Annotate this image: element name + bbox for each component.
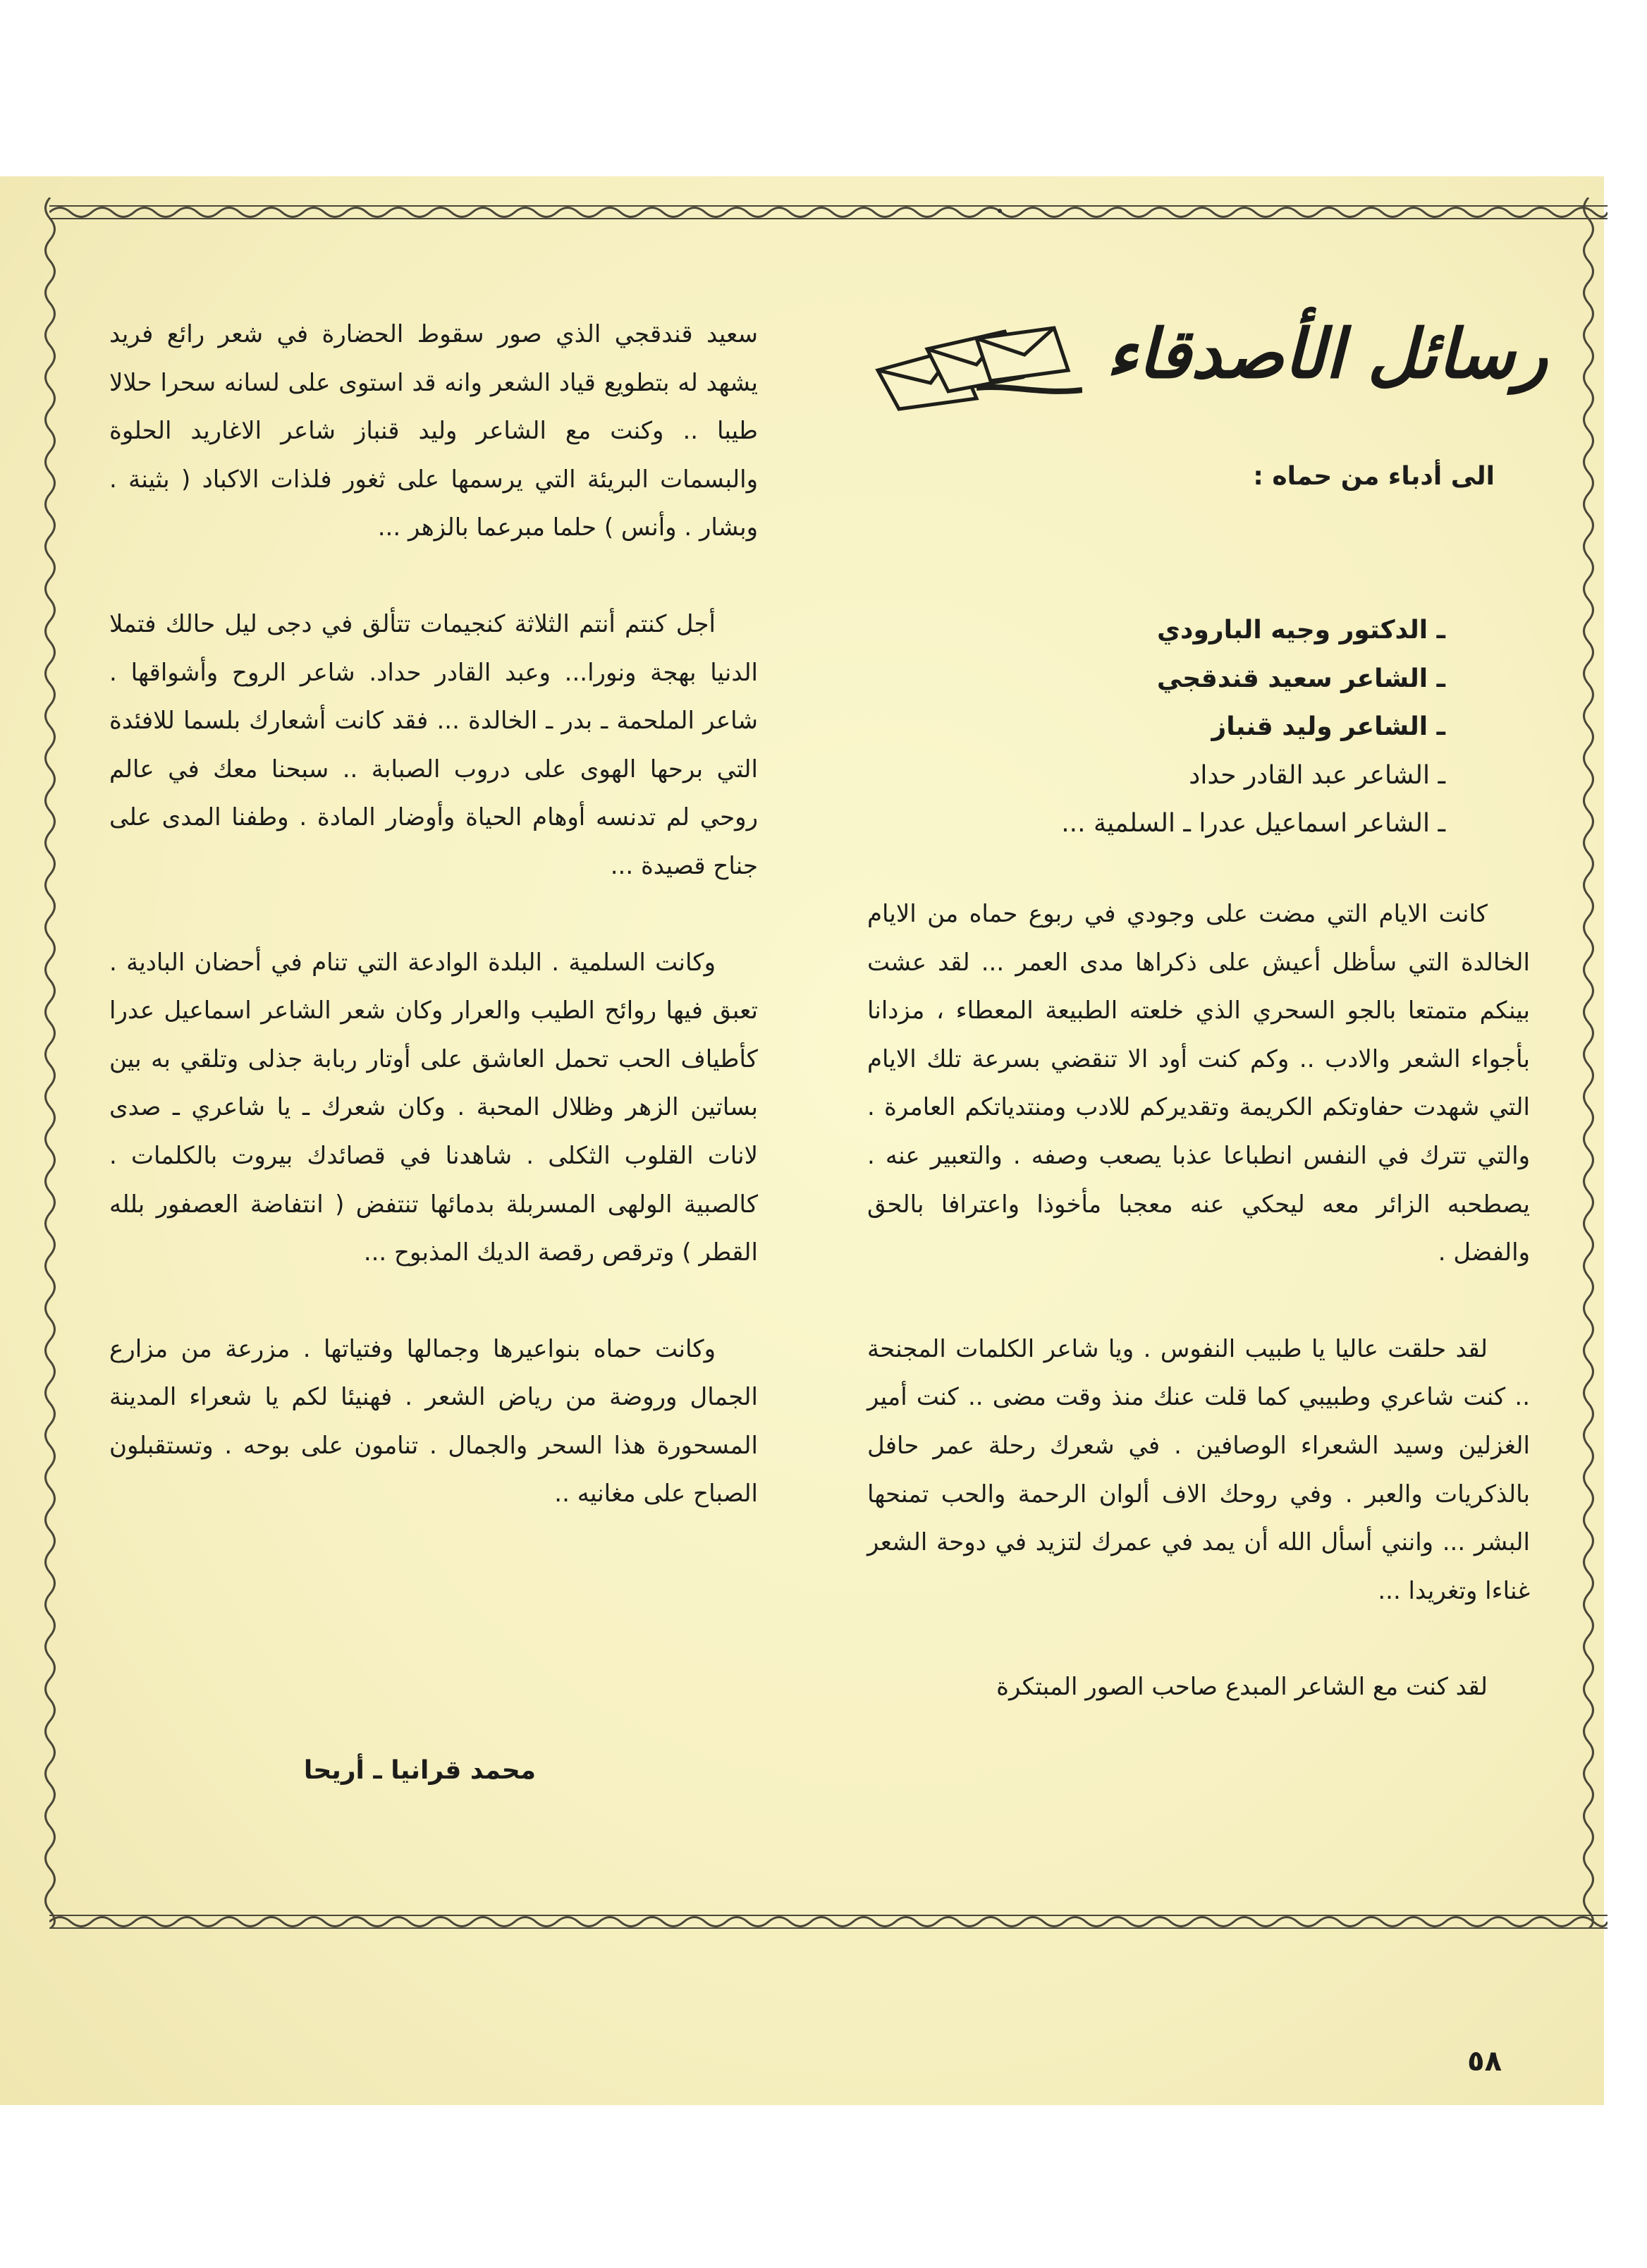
recipient-item: ـ الشاعر اسماعيل عدرا ـ السلمية ... [1061, 809, 1445, 838]
left-column [109, 310, 758, 1518]
paragraph: لقد كنت مع الشاعر المبدع صاحب الصور المبتكرة [996, 1673, 1488, 1702]
left-border [41, 197, 59, 1929]
recipient-item: ـ الدكتور وجيه البارودي [1157, 616, 1445, 645]
addressed-to: الى أدباء من حماه : [1253, 462, 1495, 491]
bottom-border [49, 1913, 1608, 1931]
paragraph: أجل كنتم أنتم الثلاثة كنجيمات تتألق في دجى ليل حالك فتملا الدنيا بهجة ونورا... وعبد القادر حداد. شاعر الروح وأشواقها . شاعر الملحمة ـ بدر ـ الخالدة ... فقد كانت أشعارك بلسما للافئدة التي برحها الهوى على دروب الصبابة .. سبحنا معك في عالم روحي لم تدنسه أوهام الحياة وأوضار المادة . وطفنا المدى على جناح قصيدة ... [109, 609, 758, 880]
paragraph: وكانت حماه بنواعيرها وجمالها وفتياتها . مزرعة من مزارع الجمال وروضة من رياض الشعر . فهنيئا لكم يا شعراء المدينة المسحورة هذا السحر والجمال . تنامون على بوحه . وتستقبلون الصباح على مغانيه .. [109, 1334, 758, 1508]
top-dot [998, 209, 1002, 213]
paragraph: سعيد قندقجي الذي صور سقوط الحضارة في شعر رائع فريد يشهد له بتطويع قياد الشعر وانه قد استوى على لسانه سحرا حلالا طيبا .. وكنت مع الشاعر وليد قنباز شاعر الاغاريد الحلوة والبسمات البريئة التي يرسمها على ثغور فلذات الاكباد ( بثينة . وبشار . وأنس ) حلما مبرعما بالزهر ... [109, 320, 758, 542]
author-signature: محمد قرانيا ـ أريحا [303, 1756, 536, 1785]
paragraph: وكانت السلمية . البلدة الوادعة التي تنام في أحضان البادية . تعبق فيها روائح الطيب والعرار وكان شعر الشاعر اسماعيل عدرا كأطياف الحب تحمل العاشق على أوتار ربابة جذلى وتلقي به بين بساتين الزهر وظلال المحبة . وكان شعرك ـ يا شاعري ـ صدى لانات القلوب الثكلى . شاهدنا في قصائدك بيروت بالكلمات . كالصبية الولهى المسربلة بدمائها تنتفض ( انتفاضة العصفور بلله القطر ) وترقص رقصة الديك المذبوح ... [109, 948, 758, 1267]
paragraph: كانت الايام التي مضت على وجودي في ربوع حماه من الايام الخالدة التي سأظل أعيش على ذكراها مدى العمر ... لقد عشت بينكم متمتعا بالجو السحري الذي خلعته الطبيعة المعطاء ، مزدانا بأجواء الشعر والادب .. وكم كنت أود الا تنقضي بسرعة تلك الايام التي شهدت حفاوتكم الكريمة وتقديركم للادب ومنتدياتكم العامرة . والتي تترك في النفس انطباعا عذبا يصعب وصفه . والتعبير عنه . يصطحبه الزائر معه ليحكي عنه معجبا مأخوذا واعترافا بالحق والفضل . [867, 900, 1530, 1267]
page-title: رسائل الأصدقاء [1106, 314, 1548, 394]
top-border [49, 203, 1608, 221]
right-column [867, 890, 1530, 1712]
right-border [1579, 197, 1598, 1929]
title-block [871, 307, 1548, 427]
envelopes-icon [871, 321, 1082, 413]
paragraph: لقد حلقت عاليا يا طبيب النفوس . ويا شاعر الكلمات المجنحة .. كنت شاعري وطبيبي كما قلت عنك منذ وقت مضى .. كنت أمير الغزلين وسيد الشعراء الوصافين . في شعرك رحلة عمر حافل بالذكريات والعبر . وفي روحك الاف ألوان الرحمة والحب تمنحها البشر ... وانني أسأل الله أن يمد في عمرك لتزيد في دوحة الشعر غناءا وتغريدا ... [867, 1334, 1530, 1605]
recipient-item: ـ الشاعر وليد قنباز [1211, 712, 1445, 741]
recipient-item: ـ الشاعر عبد القادر حداد [1189, 760, 1445, 790]
recipients-list [938, 606, 1445, 848]
recipient-item: ـ الشاعر سعيد قندقجي [1156, 664, 1445, 693]
page-number: ٥٨ [1467, 2045, 1502, 2078]
